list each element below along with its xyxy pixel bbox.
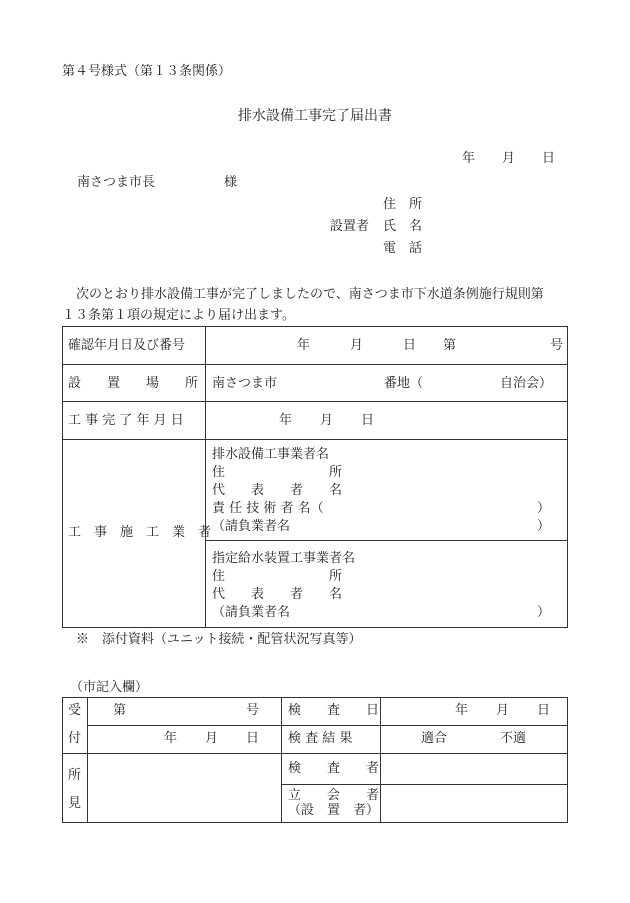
- drainage-sub-close: ）: [537, 519, 551, 534]
- drainage-address: 住 所: [212, 465, 343, 480]
- drainage-engineer-close: ）: [537, 501, 551, 516]
- city-table-divider: [87, 697, 88, 823]
- applicant-phone-label: 電 話: [383, 241, 423, 256]
- shoken-char2: 見: [68, 796, 82, 811]
- inspection-year: 年: [455, 703, 469, 718]
- result-fail: 不適: [500, 731, 527, 746]
- location-city: 南さつま市: [212, 376, 278, 391]
- uketsuke-char2: 付: [68, 731, 82, 746]
- city-table-divider: [281, 697, 282, 823]
- table-row-divider: [62, 439, 568, 440]
- completion-day: 日: [361, 413, 375, 428]
- confirm-go: 号: [550, 338, 564, 353]
- drainage-rep: 代 表 者 名: [212, 483, 343, 498]
- form-number: 第４号様式（第１３条関係）: [62, 64, 232, 79]
- city-table-divider: [380, 697, 381, 823]
- location-label: 設 置 場 所: [68, 376, 199, 391]
- table-row-divider: [62, 401, 568, 402]
- table-column-divider: [205, 326, 206, 628]
- applicant-role: 設置者: [330, 219, 370, 234]
- completion-label: 工 事 完 了 年 月 日: [68, 413, 184, 428]
- inspector-label: 検 査 者: [288, 761, 380, 776]
- location-banchi: 番地（: [384, 376, 424, 391]
- confirm-day: 日: [403, 338, 417, 353]
- receipt-go: 号: [246, 703, 260, 718]
- body-text-line2: １３条第１項の規定により届け出ます。: [62, 308, 295, 323]
- drainage-engineer: 責 任 技 術 者 名（: [212, 501, 324, 516]
- witness-sub: （設 置 者）: [288, 803, 380, 818]
- city-table-divider: [62, 753, 568, 754]
- water-address: 住 所: [212, 569, 343, 584]
- shoken-char1: 所: [68, 768, 82, 783]
- completion-year: 年: [279, 413, 293, 428]
- attachment-note: ※ 添付資料（ユニット接続・配管状況写真等）: [76, 632, 362, 647]
- confirm-month: 月: [350, 338, 364, 353]
- body-text-line1: 次のとおり排水設備工事が完了しましたので、南さつま市下水道条例施行規則第: [76, 287, 544, 302]
- addressee-name: 南さつま市長: [77, 175, 156, 190]
- water-sub-close: ）: [537, 605, 551, 620]
- completion-month: 月: [320, 413, 334, 428]
- city-section-label: （市記入欄）: [70, 680, 149, 695]
- inspection-day: 日: [537, 703, 551, 718]
- applicant-address-label: 住 所: [383, 197, 423, 212]
- table-row-divider: [62, 364, 568, 365]
- confirm-year: 年: [297, 338, 311, 353]
- confirm-label: 確認年月日及び番号: [68, 338, 186, 353]
- applicant-name-label: 氏 名: [383, 219, 423, 234]
- result-pass: 適合: [421, 731, 448, 746]
- contractor-label: 工 事 施 工 業 者: [68, 525, 212, 540]
- addressee-honorific: 様: [224, 175, 238, 190]
- drainage-heading: 排水設備工事業者名: [212, 447, 330, 462]
- water-rep: 代 表 者 名: [212, 587, 343, 602]
- inspection-result-label: 検 査 結 果: [288, 731, 353, 746]
- date-month: 月: [502, 151, 516, 166]
- receipt-year: 年: [164, 731, 178, 746]
- location-jichikai: 自治会）: [500, 376, 553, 391]
- page-title: 排水設備工事完了届出書: [238, 108, 392, 124]
- receipt-dai: 第: [113, 703, 127, 718]
- inspection-date-label: 検 査 日: [288, 703, 380, 718]
- inspection-month: 月: [496, 703, 510, 718]
- witness-label: 立 会 者: [288, 788, 380, 803]
- table-sub-divider: [205, 540, 568, 541]
- city-table-divider: [281, 784, 568, 785]
- city-table-divider: [87, 725, 568, 726]
- uketsuke-char1: 受: [68, 703, 82, 718]
- drainage-sub: （請負業者名: [212, 519, 291, 534]
- date-year: 年: [462, 151, 476, 166]
- water-heading: 指定給水装置工事業者名: [212, 551, 356, 566]
- water-sub: （請負業者名: [212, 605, 291, 620]
- confirm-no: 第: [443, 338, 457, 353]
- receipt-day: 日: [246, 731, 260, 746]
- receipt-month: 月: [205, 731, 219, 746]
- date-day: 日: [542, 151, 556, 166]
